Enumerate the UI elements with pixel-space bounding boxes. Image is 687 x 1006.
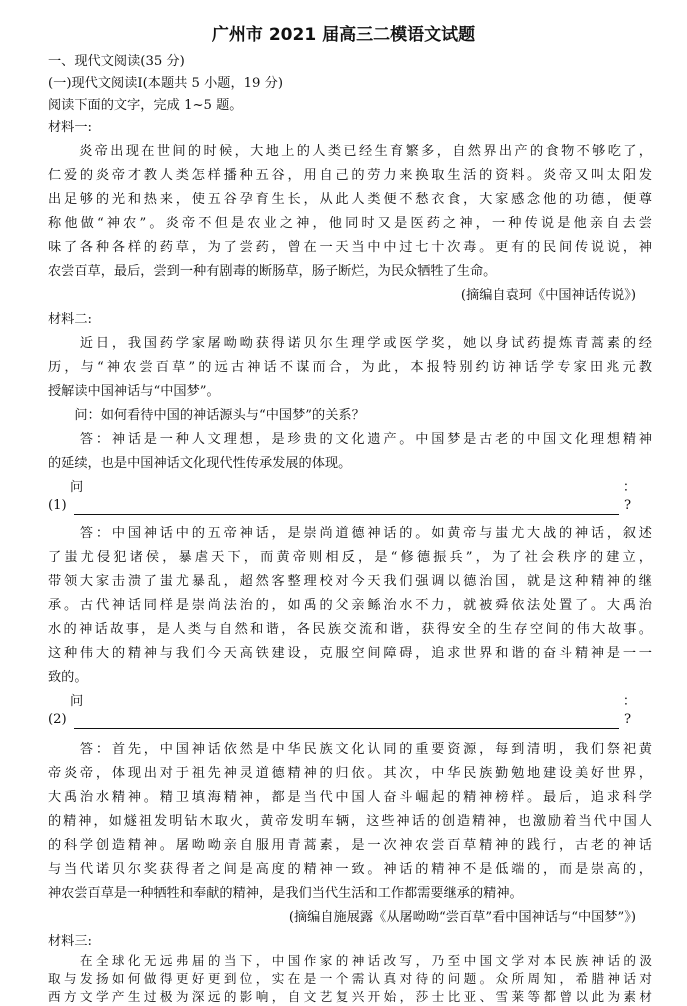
interview-answer-2-line: 答：中国神话中的五帝神话，是崇尚道德神话的。如黄帝与蚩尤大战的神话，叙述 xyxy=(48,526,652,541)
material-1-line: 仁爱的炎帝才教人类怎样播种五谷，用自己的劳力来换取生活的资料。炎帝又叫太阳发 xyxy=(48,168,652,183)
interview-answer-3-line: 大禹治水精神。精卫填海精神，都是当代中国人奋斗崛起的精神榜样。最后，追求科学 xyxy=(48,790,652,805)
colon-mark: ： xyxy=(622,694,636,709)
interview-answer-3-line: 的科学创造精神。屠呦呦亲自服用青蒿素，是一次神农尝百草精神的践行，古老的神话 xyxy=(48,838,652,853)
material-1-line: 出足够的光和热来，使五谷孕育生长，从此人类便不愁衣食，大家感念他的功德，便尊 xyxy=(48,192,652,207)
fill-blank-2 xyxy=(48,712,636,734)
material-1-source: (摘编自袁珂《中国神话传说》) xyxy=(460,288,636,303)
interview-answer-1-line: 的延续，也是中国神话文化现代性传承发展的体现。 xyxy=(48,456,352,471)
interview-answer-1-line: 答：神话是一种人文理想，是珍贵的文化遗产。中国梦是古老的中国文化理想精神 xyxy=(48,432,652,447)
material-3-line: 在全球化无远弗届的当下，中国作家的神话改写，乃至中国文学对本民族神话的汲 xyxy=(48,953,652,968)
blank-number: (2) xyxy=(48,712,67,727)
answer-underline xyxy=(74,514,619,515)
interview-answer-3-line: 神农尝百草是一种牺牲和奉献的精神，是我们当代生活和工作都需要继承的精神。 xyxy=(48,886,523,901)
material-2-source: (摘编自施展露《从屠呦呦“尝百草”看中国神话与“中国梦”》) xyxy=(288,910,636,925)
colon-mark: ： xyxy=(622,480,636,495)
material-2-intro-line: 历，与“神农尝百草”的远古神话不谋而合，为此，本报特别约访神话学专家田兆元教 xyxy=(48,360,652,375)
interview-answer-2-line: 水的神话故事，是人类与自然和谐，各民族交流和谐，获得安全的生存空间的伟大故事。 xyxy=(48,622,652,637)
interview-answer-2-line: 致的。 xyxy=(48,670,88,685)
interview-answer-2-line: 这种伟大的精神与我们今天高铁建设，克服空间障碍，追求世界和谐的奋斗精神是一一 xyxy=(48,646,652,661)
interview-answer-3-line: 帝炎帝，体现出对于祖先神灵道德精神的归依。其次，中华民族勤勉地建设美好世界， xyxy=(48,766,652,781)
interview-answer-2-line: 带领大家击溃了蚩尤暴乱，超然客整理校对今天我们强调以德治国，就是这种精神的继 xyxy=(48,574,652,589)
question-mark: ? xyxy=(624,712,632,727)
interview-answer-3-line: 与当代诺贝尔奖获得者之间是高度的精神一致。神话的精神不是低端的，而是崇高的， xyxy=(48,862,652,877)
answer-underline xyxy=(74,728,619,729)
material-2-label: 材料二: xyxy=(48,312,93,327)
material-1-line: 农尝百草，最后，尝到一种有剧毒的断肠草，肠子断烂，为民众牺牲了生命。 xyxy=(48,264,497,279)
section-heading: 一、现代文阅读(35 分) xyxy=(48,54,185,69)
ask-label: 问 xyxy=(70,694,84,709)
blank-number: (1) xyxy=(48,498,67,513)
instruction-text: 阅读下面的文字，完成 1~5 题。 xyxy=(48,98,243,113)
material-3-line: 西方文学产生过极为深远的影响，自文艺复兴开始，莎士比亚、雪莱等都曾以此为素材 xyxy=(48,989,652,1004)
part-heading: (一)现代文阅读Ⅰ(本题共 5 小题，19 分) xyxy=(48,76,283,91)
question-mark: ? xyxy=(624,498,632,513)
interview-answer-3-line: 答：首先，中国神话依然是中华民族文化认同的重要资源，每到清明，我们祭祀黄 xyxy=(48,742,652,757)
material-1-label: 材料一: xyxy=(48,120,93,135)
material-3-label: 材料三: xyxy=(48,934,93,949)
page-title: 广州市 2021 届高三二模语文试题 xyxy=(211,25,476,45)
interview-answer-2-line: 了蚩尤侵犯诸侯，暴虐天下，而黄帝则相反，是“修德振兵”，为了社会秩序的建立， xyxy=(48,550,652,565)
material-1-line: 味了各种各样的药草，为了尝药，曾在一天当中中过七十次毒。更有的民间传说说，神 xyxy=(48,240,652,255)
fill-blank-1 xyxy=(48,498,636,520)
material-2-intro-line: 授解读中国神话与“中国梦”。 xyxy=(48,384,220,399)
interview-answer-2-line: 承。古代神话同样是崇尚法治的，如禹的父亲鲧治水不力，就被舜依法处置了。大禹治 xyxy=(48,598,652,613)
material-1-line: 称他做“神农”。炎帝不但是农业之神，他同时又是医药之神，一种传说是他亲自去尝 xyxy=(48,216,652,231)
ask-label: 问 xyxy=(70,480,84,495)
material-2-intro-line: 近日，我国药学家屠呦呦获得诺贝尔生理学或医学奖，她以身试药提炼青蒿素的经 xyxy=(48,336,652,351)
interview-question-1: 问：如何看待中国的神话源头与“中国梦”的关系？ xyxy=(48,408,365,423)
material-3-line: 取与发扬如何做得更好更到位，实在是一个需认真对待的问题。众所周知，希腊神话对 xyxy=(48,971,652,986)
interview-answer-3-line: 的精神，如燧祖发明钻木取火，黄帝发明车辆，这些神话的创造精神，也激励着当代中国人 xyxy=(48,814,652,829)
material-1-line: 炎帝出现在世间的时候，大地上的人类已经生育繁多，自然界出产的食物不够吃了， xyxy=(48,144,652,159)
